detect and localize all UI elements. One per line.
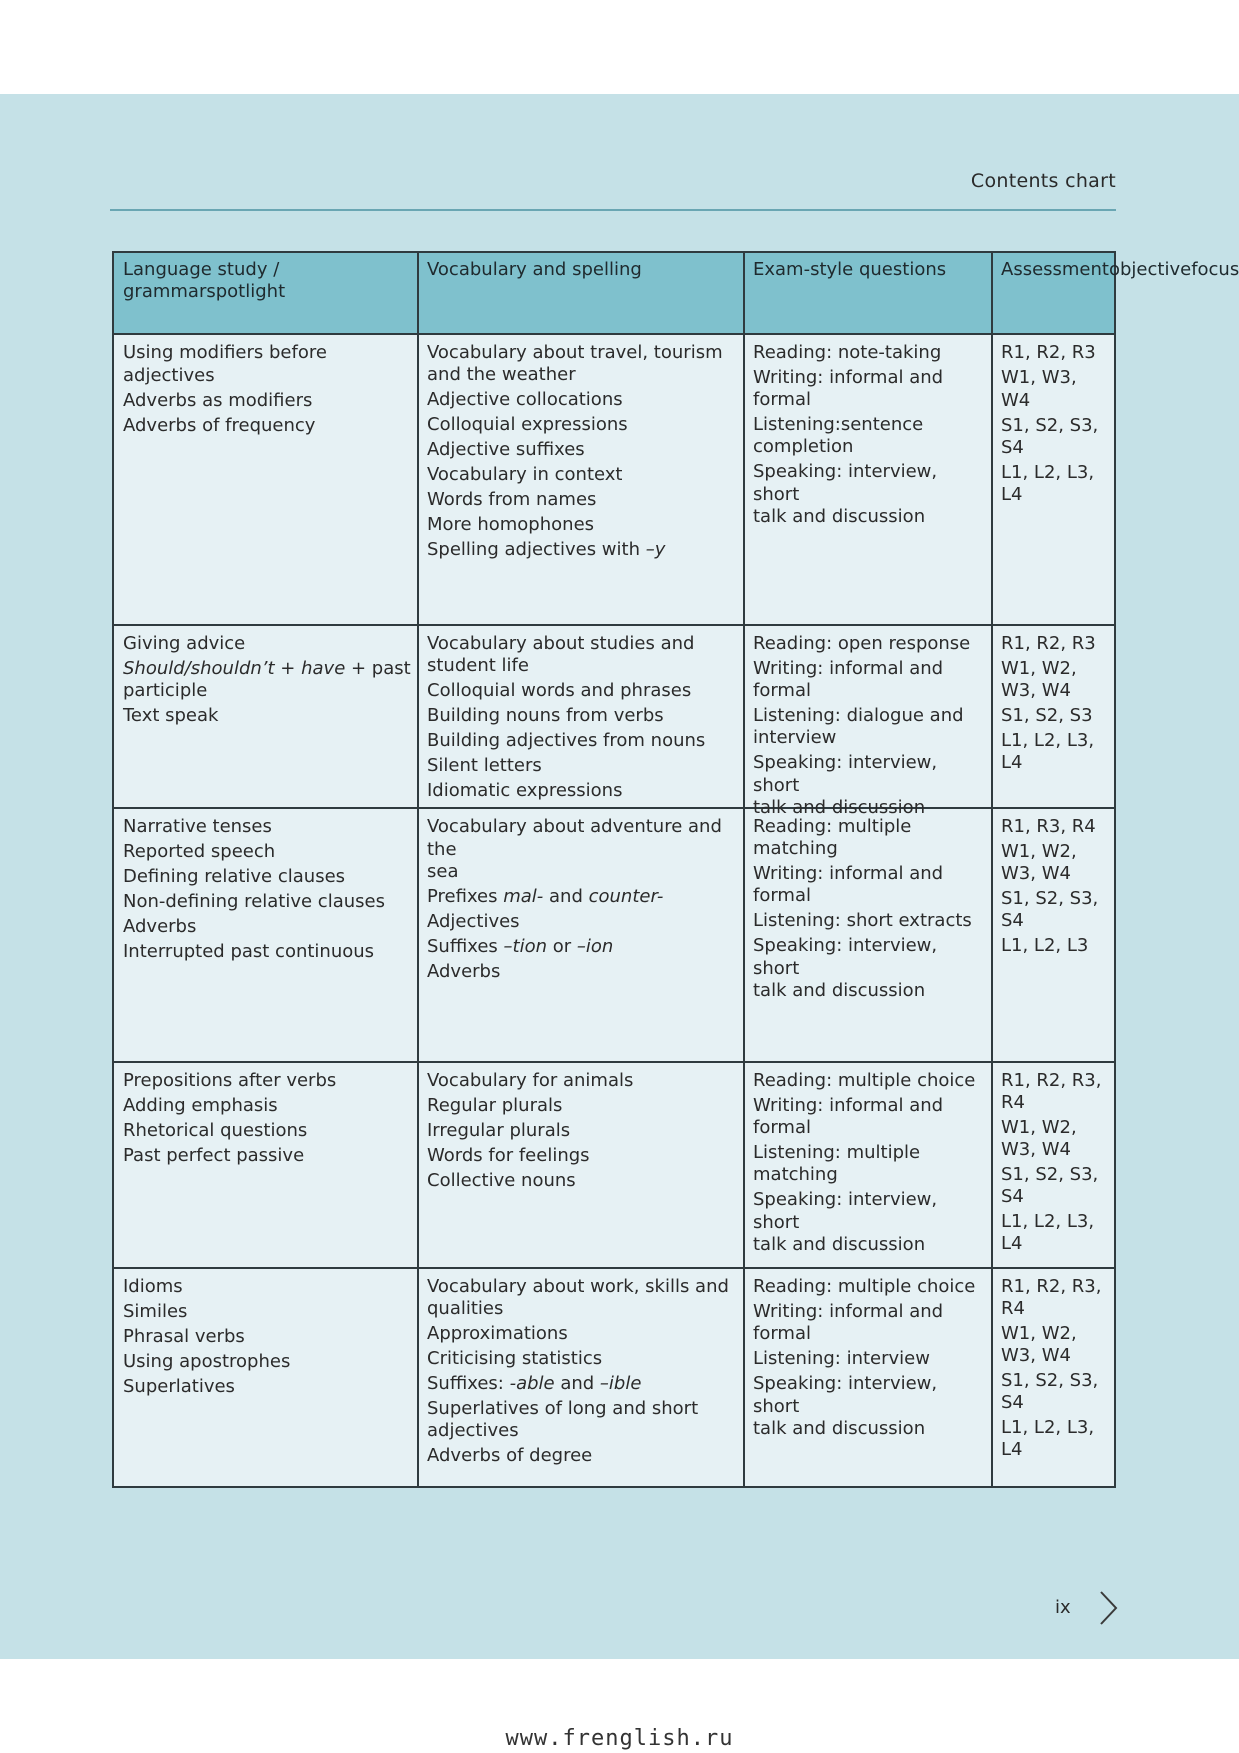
cell-text-line: Reported speech (123, 841, 276, 862)
list-item (1001, 1416, 1111, 1461)
column-header-text: Assessment (1001, 259, 1109, 280)
list-item (753, 751, 989, 819)
list-item (123, 940, 415, 963)
list-item (123, 1375, 415, 1398)
cell-text-line: R1, R3, R4 (1001, 816, 1096, 837)
cell-text-line: W3, W4 (1001, 680, 1071, 701)
cell-text-line: talk and discussion (753, 797, 926, 818)
cell-text-line: Adding emphasis (123, 1095, 278, 1116)
cell-text-line: Approximations (427, 1323, 568, 1344)
cell-text-line: Reading: multiple choice (753, 1070, 976, 1091)
list-item (1001, 934, 1111, 957)
cell-text-line: Writing: informal and (753, 1301, 944, 1322)
list-item (427, 935, 741, 958)
cell-text-line: Writing: informal and (753, 658, 944, 679)
cell-text-line: formal (753, 1117, 811, 1138)
cell-text-line: Criticising statistics (427, 1348, 603, 1369)
table-cell-vocabulary (427, 341, 741, 563)
list-item (1001, 840, 1111, 885)
cell-text-line: Defining relative clauses (123, 866, 346, 887)
cell-text-line: W1, W2, (1001, 841, 1077, 862)
list-item (1001, 632, 1111, 655)
cell-text-line: R4 (1001, 1298, 1025, 1319)
cell-text-line: Colloquial expressions (427, 414, 628, 435)
column-divider (417, 253, 419, 1486)
list-item (427, 1069, 741, 1092)
cell-text-line: formal (753, 885, 811, 906)
list-item (427, 1347, 741, 1370)
list-item (1001, 1069, 1111, 1114)
cell-text-line: S4 (1001, 1186, 1024, 1207)
cell-text-line: Text speak (123, 705, 219, 726)
list-item (427, 1119, 741, 1142)
list-item (427, 1444, 741, 1467)
contents-grid (114, 253, 1239, 1486)
column-header-text: focus (1191, 259, 1239, 280)
cell-text-line: S4 (1001, 1392, 1024, 1413)
cell-text-line: R1, R2, R3 (1001, 342, 1096, 363)
cell-text-line: matching (753, 1164, 838, 1185)
cell-text-line: L1, L2, L3, (1001, 1211, 1095, 1232)
list-item (753, 704, 989, 749)
cell-text-line: Listening: short extracts (753, 910, 972, 931)
cell-text-line: Should/shouldn’t + have + past (123, 658, 411, 679)
cell-text-line: R1, R2, R3, (1001, 1070, 1102, 1091)
list-item (427, 1372, 741, 1395)
table-cell-assessment (1001, 815, 1111, 959)
list-item (427, 679, 741, 702)
column-header-assessment (1001, 259, 1239, 281)
page-title: Contents chart (970, 170, 1116, 192)
table-cell-grammar (123, 1275, 415, 1400)
list-item (427, 960, 741, 983)
list-item (123, 1069, 415, 1092)
footer-url: www.frenglish.ru (505, 1726, 734, 1751)
cell-text-line: Similes (123, 1301, 188, 1322)
cell-text-line: R1, R2, R3 (1001, 633, 1096, 654)
cell-text-line: Rhetorical questions (123, 1120, 308, 1141)
row-divider (114, 333, 1114, 335)
cell-text-line: talk and discussion (753, 980, 926, 1001)
list-item (1001, 1163, 1111, 1208)
cell-text-line: Interrupted past continuous (123, 941, 375, 962)
list-item (123, 1094, 415, 1117)
cell-text-line: Vocabulary about studies and (427, 633, 695, 654)
cell-text-line: Adverbs (123, 916, 197, 937)
cell-text-line: Speaking: interview, short (753, 752, 938, 796)
cell-text-line: Building adjectives from nouns (427, 730, 706, 751)
list-item (427, 1397, 741, 1442)
list-item (1001, 1322, 1111, 1367)
table-cell-exam (753, 1275, 989, 1442)
cell-text-line: Vocabulary about work, skills and (427, 1276, 729, 1297)
list-item (753, 657, 989, 702)
list-item (753, 341, 989, 364)
list-item (753, 1141, 989, 1186)
cell-text-line: Speaking: interview, short (753, 1373, 938, 1417)
list-item (427, 815, 741, 883)
list-item (753, 909, 989, 932)
list-item (427, 885, 741, 908)
table-cell-grammar (123, 341, 415, 439)
cell-text-line: S4 (1001, 910, 1024, 931)
list-item (1001, 341, 1111, 364)
column-header-vocabulary (427, 259, 739, 281)
cell-text-line: Reading: multiple (753, 816, 912, 837)
table-cell-vocabulary (427, 1069, 741, 1194)
list-item (123, 414, 415, 437)
row-divider (114, 1267, 1114, 1269)
list-item (123, 815, 415, 838)
cell-text-line: Prepositions after verbs (123, 1070, 337, 1091)
cell-text-line: Vocabulary for animals (427, 1070, 634, 1091)
list-item (753, 413, 989, 458)
cell-text-line: Prefixes mal- and counter- (427, 886, 664, 907)
cell-text-line: qualities (427, 1298, 504, 1319)
list-item (427, 910, 741, 933)
cell-text-line: L1, L2, L3, (1001, 462, 1095, 483)
cell-text-line: Adjective suffixes (427, 439, 585, 460)
list-item (427, 1322, 741, 1345)
list-item (753, 1275, 989, 1298)
cell-text-line: talk and discussion (753, 506, 926, 527)
list-item (427, 704, 741, 727)
cell-text-line: L4 (1001, 484, 1023, 505)
cell-text-line: S1, S2, S3, (1001, 888, 1099, 909)
list-item (427, 1144, 741, 1167)
cell-text-line: S1, S2, S3, (1001, 1370, 1099, 1391)
list-item (123, 1275, 415, 1298)
table-cell-exam (753, 632, 989, 821)
cell-text-line: Past perfect passive (123, 1145, 305, 1166)
column-header-exam (753, 259, 987, 281)
column-header-grammar (123, 259, 413, 303)
list-item (427, 779, 741, 802)
cell-text-line: Reading: multiple choice (753, 1276, 976, 1297)
cell-text-line: and the weather (427, 364, 576, 385)
list-item (123, 1144, 415, 1167)
list-item (427, 754, 741, 777)
cell-text-line: Adjectives (427, 911, 520, 932)
table-cell-grammar (123, 1069, 415, 1169)
column-divider (743, 253, 745, 1486)
cell-text-line: student life (427, 655, 529, 676)
cell-text-line: Writing: informal and (753, 863, 944, 884)
list-item (123, 865, 415, 888)
cell-text-line: W1, W2, (1001, 658, 1077, 679)
list-item (1001, 1116, 1111, 1161)
cell-text-line: Listening: interview (753, 1348, 930, 1369)
list-item (123, 1350, 415, 1373)
list-item (1001, 887, 1111, 932)
column-header-text: Exam-style questions (753, 259, 947, 280)
cell-text-line: R4 (1001, 1092, 1025, 1113)
cell-text-line: S1, S2, S3 (1001, 705, 1093, 726)
cell-text-line: Irregular plurals (427, 1120, 571, 1141)
cell-text-line: L1, L2, L3, (1001, 730, 1095, 751)
list-item (123, 890, 415, 913)
list-item (123, 1300, 415, 1323)
list-item (1001, 1369, 1111, 1414)
cell-text-line: Narrative tenses (123, 816, 272, 837)
cell-text-line: S1, S2, S3, (1001, 1164, 1099, 1185)
cell-text-line: Speaking: interview, short (753, 1189, 938, 1233)
list-item (427, 388, 741, 411)
cell-text-line: talk and discussion (753, 1418, 926, 1439)
list-item (123, 840, 415, 863)
list-item (123, 1119, 415, 1142)
cell-text-line: Vocabulary in context (427, 464, 623, 485)
cell-text-line: W3, W4 (1001, 863, 1071, 884)
cell-text-line: Vocabulary about travel, tourism (427, 342, 723, 363)
list-item (753, 934, 989, 1002)
list-item (427, 463, 741, 486)
cell-text-line: formal (753, 389, 811, 410)
cell-text-line: Silent letters (427, 755, 542, 776)
page-number: ix (1055, 1597, 1071, 1618)
list-item (123, 341, 415, 387)
column-divider (991, 253, 993, 1486)
list-item (427, 413, 741, 436)
list-item (753, 632, 989, 655)
cell-text-line: Reading: open response (753, 633, 971, 654)
table-cell-exam (753, 1069, 989, 1258)
cell-text-line: Words for feelings (427, 1145, 590, 1166)
cell-text-line: Suffixes –tion or –ion (427, 936, 614, 957)
table-cell-assessment (1001, 341, 1111, 508)
list-item (753, 815, 989, 860)
cell-text-line: Listening:sentence (753, 414, 924, 435)
cell-text-line: Giving advice (123, 633, 246, 654)
list-item (427, 341, 741, 386)
cell-text-line: Reading: note-taking (753, 342, 942, 363)
table-cell-assessment (1001, 1275, 1111, 1463)
table-cell-exam (753, 341, 989, 530)
cell-text-line: W3, W4 (1001, 1139, 1071, 1160)
list-item (753, 1300, 989, 1345)
cell-text-line: completion (753, 436, 854, 457)
cell-text-line: Listening: multiple (753, 1142, 921, 1163)
cell-text-line: W1, W2, (1001, 1117, 1077, 1138)
cell-text-line: Collective nouns (427, 1170, 576, 1191)
cell-text-line: Speaking: interview, short (753, 935, 938, 979)
cell-text-line: Suffixes: -able and –ible (427, 1373, 642, 1394)
list-item (427, 1275, 741, 1320)
list-item (427, 1169, 741, 1192)
cell-text-line: sea (427, 861, 459, 882)
list-item (123, 632, 415, 655)
cell-text-line: talk and discussion (753, 1234, 926, 1255)
row-divider (114, 624, 1114, 626)
list-item (1001, 461, 1111, 506)
cell-text-line: W1, W3, W4 (1001, 367, 1077, 411)
cell-text-line: L1, L2, L3, (1001, 1417, 1095, 1438)
cell-text-line: L4 (1001, 1233, 1023, 1254)
cell-text-line: Superlatives of long and short (427, 1398, 699, 1419)
list-item (427, 488, 741, 511)
cell-text-line: Spelling adjectives with –y (427, 539, 666, 560)
cell-text-line: S1, S2, S3, (1001, 415, 1099, 436)
list-item (427, 538, 741, 561)
cell-text-line: R1, R2, R3, (1001, 1276, 1102, 1297)
cell-text-line: interview (753, 727, 837, 748)
list-item (753, 1069, 989, 1092)
list-item (1001, 704, 1111, 727)
list-item (753, 460, 989, 528)
list-item (123, 657, 415, 702)
table-cell-vocabulary (427, 815, 741, 985)
table-cell-vocabulary (427, 1275, 741, 1469)
column-header-text: Vocabulary and spelling (427, 259, 642, 280)
cell-text-line: Idioms (123, 1276, 183, 1297)
cell-text-line: S4 (1001, 437, 1024, 458)
cell-text-line: Writing: informal and (753, 1095, 944, 1116)
list-item (1001, 815, 1111, 838)
cell-text-line: More homophones (427, 514, 595, 535)
cell-text-line: Non-defining relative clauses (123, 891, 385, 912)
table-cell-vocabulary (427, 632, 741, 804)
list-item (1001, 729, 1111, 774)
header-divider (110, 209, 1116, 211)
cell-text-line: Adverbs (427, 961, 501, 982)
list-item (1001, 1275, 1111, 1320)
list-item (123, 704, 415, 727)
list-item (1001, 1210, 1111, 1255)
chevron-right-icon[interactable] (1095, 1589, 1121, 1627)
cell-text-line: Regular plurals (427, 1095, 563, 1116)
list-item (753, 1188, 989, 1256)
cell-text-line: formal (753, 1323, 811, 1344)
cell-text-line: Colloquial words and phrases (427, 680, 692, 701)
column-header-text: spotlight (206, 281, 286, 302)
list-item (427, 438, 741, 461)
cell-text-line: formal (753, 680, 811, 701)
list-item (1001, 366, 1111, 412)
cell-text-line: W3, W4 (1001, 1345, 1071, 1366)
cell-text-line: Using apostrophes (123, 1351, 291, 1372)
cell-text-line: L4 (1001, 752, 1023, 773)
list-item (427, 513, 741, 536)
cell-text-line: Adverbs of frequency (123, 415, 316, 436)
table-cell-assessment (1001, 632, 1111, 776)
list-item (427, 632, 741, 677)
cell-text-line: Superlatives (123, 1376, 235, 1397)
cell-text-line: Adjective collocations (427, 389, 623, 410)
list-item (427, 1094, 741, 1117)
list-item (123, 1325, 415, 1348)
cell-text-line: adjectives (427, 1420, 519, 1441)
table-cell-grammar (123, 815, 415, 965)
cell-text-line: Adverbs of degree (427, 1445, 593, 1466)
cell-text-line: W1, W2, (1001, 1323, 1077, 1344)
list-item (753, 1094, 989, 1139)
list-item (1001, 414, 1111, 459)
list-item (753, 862, 989, 907)
cell-text-line: Writing: informal and (753, 367, 944, 388)
cell-text-line: Adverbs as modifiers (123, 390, 313, 411)
list-item (123, 915, 415, 938)
cell-text-line: Speaking: interview, short (753, 461, 938, 505)
cell-text-line: matching (753, 838, 838, 859)
list-item (753, 366, 989, 411)
cell-text-line: Building nouns from verbs (427, 705, 664, 726)
list-item (123, 389, 415, 412)
cell-text-line: Idiomatic expressions (427, 780, 623, 801)
table-cell-exam (753, 815, 989, 1004)
row-divider (114, 1061, 1114, 1063)
cell-text-line: Listening: dialogue and (753, 705, 964, 726)
table-cell-grammar (123, 632, 415, 729)
cell-text-line: Phrasal verbs (123, 1326, 245, 1347)
list-item (753, 1372, 989, 1440)
cell-text-line: participle (123, 680, 208, 701)
table-cell-assessment (1001, 1069, 1111, 1257)
list-item (1001, 657, 1111, 702)
cell-text-line: Using modifiers before adjectives (123, 342, 327, 386)
cell-text-line: L1, L2, L3 (1001, 935, 1089, 956)
list-item (753, 1347, 989, 1370)
cell-text-line: L4 (1001, 1439, 1023, 1460)
cell-text-line: Words from names (427, 489, 597, 510)
contents-table (112, 251, 1239, 1488)
list-item (427, 729, 741, 752)
column-header-text: objective (1108, 259, 1192, 280)
cell-text-line: Vocabulary about adventure and the (427, 816, 722, 860)
column-header-text: Language study / grammar (123, 259, 280, 302)
